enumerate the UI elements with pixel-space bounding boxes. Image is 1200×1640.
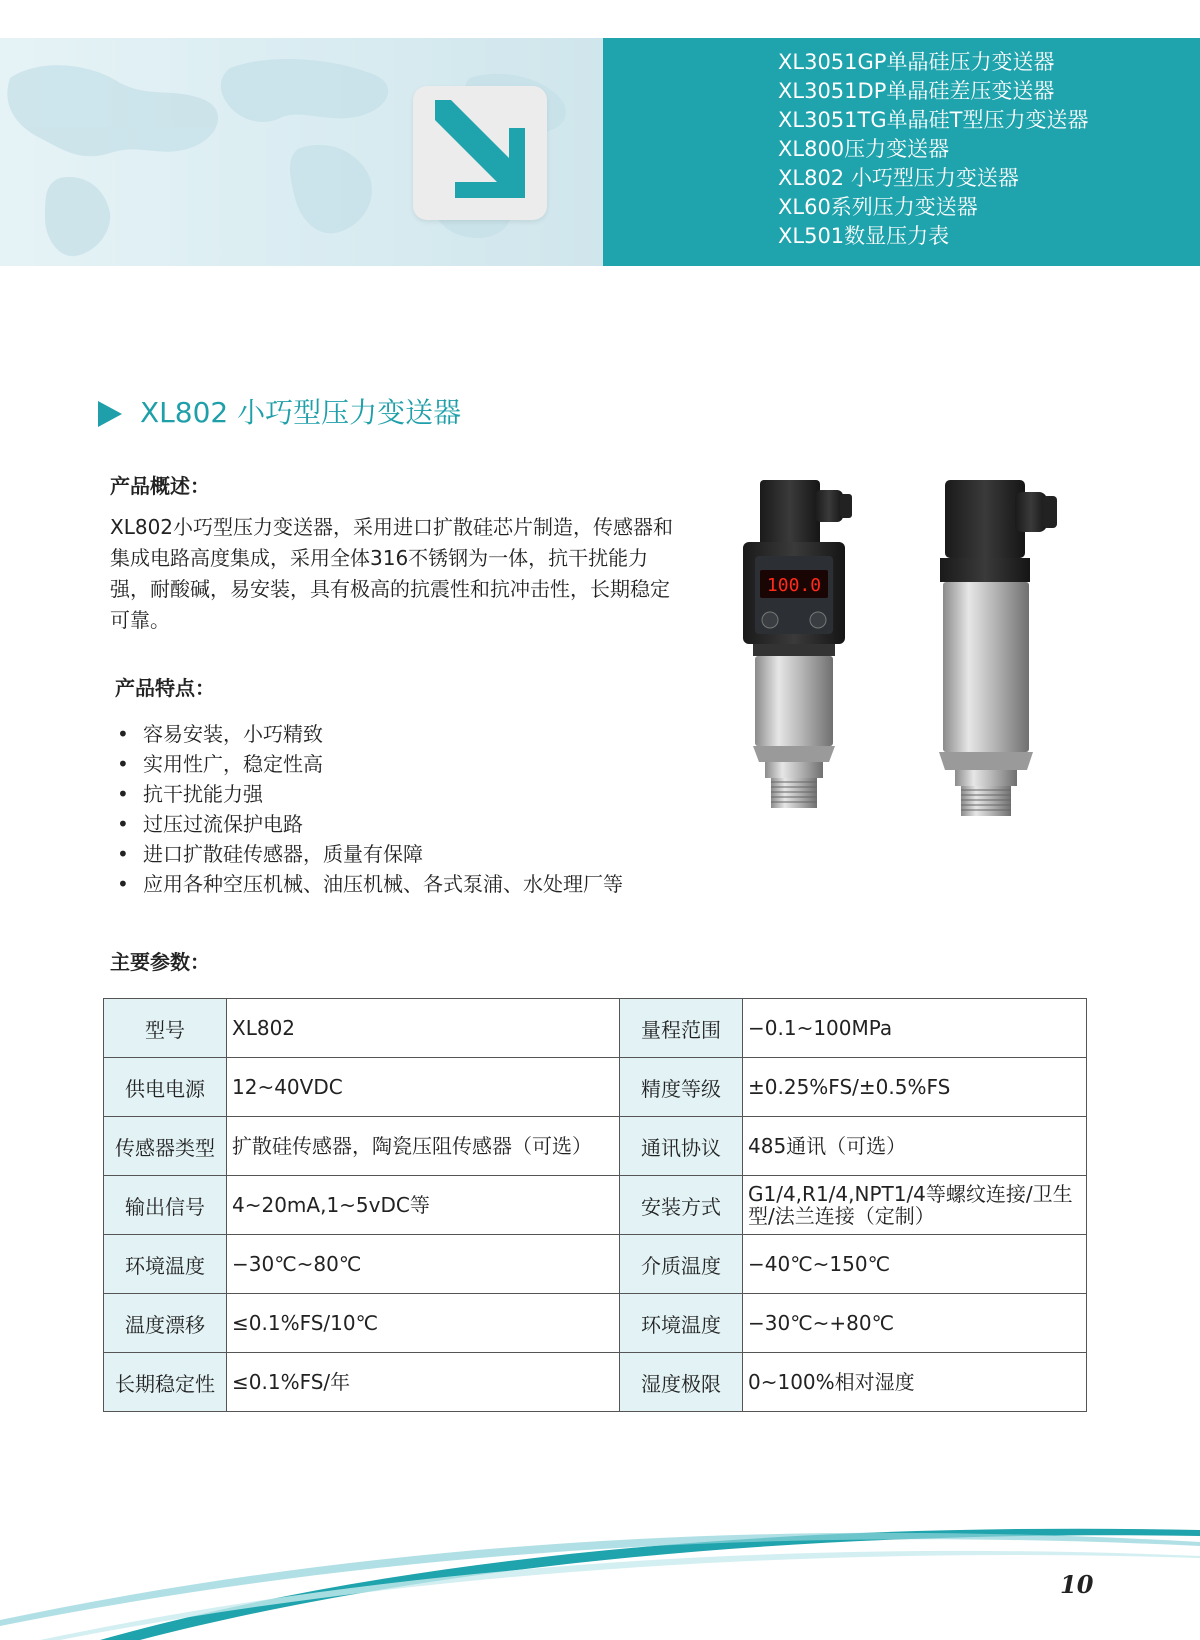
overview-text: XL802小巧型压力变送器，采用进口扩散硅芯片制造，传感器和集成电路高度集成，采用全体316不锈钢为一体，抗干扰能力强，耐酸碱，易安装，具有极高的抗震性和抗冲击性，长期稳定可靠。 <box>110 515 674 632</box>
logo-tile <box>413 86 547 220</box>
product-photo <box>715 480 1105 840</box>
param-value: 12~40VDC <box>227 1058 620 1117</box>
params-table <box>103 998 1087 1412</box>
param-value: ≤0.1%FS/10℃ <box>227 1294 620 1353</box>
table-row <box>104 1294 1087 1353</box>
series-item[interactable]: XL501数显压力表 <box>778 224 950 248</box>
param-label: 温度漂移 <box>104 1294 227 1353</box>
param-value: −0.1~100MPa <box>743 999 1087 1058</box>
triangle-bullet-icon <box>98 401 122 427</box>
param-label: 安装方式 <box>620 1176 743 1235</box>
param-label: 介质温度 <box>620 1235 743 1294</box>
table-row <box>104 999 1087 1058</box>
series-item[interactable]: XL3051GP单晶硅压力变送器 <box>778 50 1055 74</box>
footer-swoosh-decoration <box>0 1500 1200 1640</box>
world-map-background <box>0 38 603 266</box>
param-label: 长期稳定性 <box>104 1353 227 1412</box>
param-value: −30℃~+80℃ <box>743 1294 1087 1353</box>
feature-item: • 实用性广，稳定性高 <box>115 749 623 779</box>
page-number: 10 <box>1060 1570 1094 1599</box>
overview-heading: 产品概述： <box>110 474 210 498</box>
param-value: 485通讯（可选） <box>743 1117 1087 1176</box>
param-label: 精度等级 <box>620 1058 743 1117</box>
param-value: 扩散硅传感器，陶瓷压阻传感器（可选） <box>227 1117 620 1176</box>
param-value: −40℃~150℃ <box>743 1235 1087 1294</box>
param-label: 型号 <box>104 999 227 1058</box>
feature-item: • 容易安装，小巧精致 <box>115 719 623 749</box>
feature-item: • 抗干扰能力强 <box>115 779 623 809</box>
product-title: XL802 小巧型压力变送器 <box>140 396 462 429</box>
param-value: 0~100%相对湿度 <box>743 1353 1087 1412</box>
series-item[interactable]: XL800压力变送器 <box>778 137 950 161</box>
table-row <box>104 1353 1087 1412</box>
params-heading: 主要参数： <box>110 950 210 974</box>
param-label: 传感器类型 <box>104 1117 227 1176</box>
series-item[interactable]: XL60系列压力变送器 <box>778 195 978 219</box>
feature-item: • 过压过流保护电路 <box>115 809 623 839</box>
param-value: ≤0.1%FS/年 <box>227 1353 620 1412</box>
product-series-panel <box>603 38 1200 266</box>
features-list <box>115 719 623 899</box>
series-item[interactable]: XL3051DP单晶硅差压变送器 <box>778 79 1055 103</box>
product-series-list <box>778 48 1088 251</box>
table-row <box>104 1235 1087 1294</box>
param-label: 环境温度 <box>620 1294 743 1353</box>
param-value: 4~20mA,1~5vDC等 <box>227 1176 620 1235</box>
arrow-down-right-icon <box>413 86 547 220</box>
param-value: G1/4,R1/4,NPT1/4等螺纹连接/卫生型/法兰连接（定制） <box>743 1176 1087 1235</box>
table-row <box>104 1176 1087 1235</box>
param-value: ±0.25%FS/±0.5%FS <box>743 1058 1087 1117</box>
feature-item: • 进口扩散硅传感器，质量有保障 <box>115 839 623 869</box>
param-label: 湿度极限 <box>620 1353 743 1412</box>
param-label: 环境温度 <box>104 1235 227 1294</box>
feature-item: • 应用各种空压机械、油压机械、各式泵浦、水处理厂等 <box>115 869 623 899</box>
series-item[interactable]: XL802 小巧型压力变送器 <box>778 166 1019 190</box>
display-reading: 100.0 <box>766 575 822 596</box>
transmitter-with-display <box>743 480 852 808</box>
param-label: 通讯协议 <box>620 1117 743 1176</box>
compact-transmitter <box>939 480 1057 816</box>
header-banner <box>0 38 1200 266</box>
param-label: 供电电源 <box>104 1058 227 1117</box>
param-value: −30℃~80℃ <box>227 1235 620 1294</box>
table-row <box>104 1058 1087 1117</box>
table-row <box>104 1117 1087 1176</box>
param-label: 输出信号 <box>104 1176 227 1235</box>
param-label: 量程范围 <box>620 999 743 1058</box>
series-item[interactable]: XL3051TG单晶硅T型压力变送器 <box>778 108 1089 132</box>
features-heading: 产品特点： <box>115 676 215 700</box>
param-value: XL802 <box>227 999 620 1058</box>
